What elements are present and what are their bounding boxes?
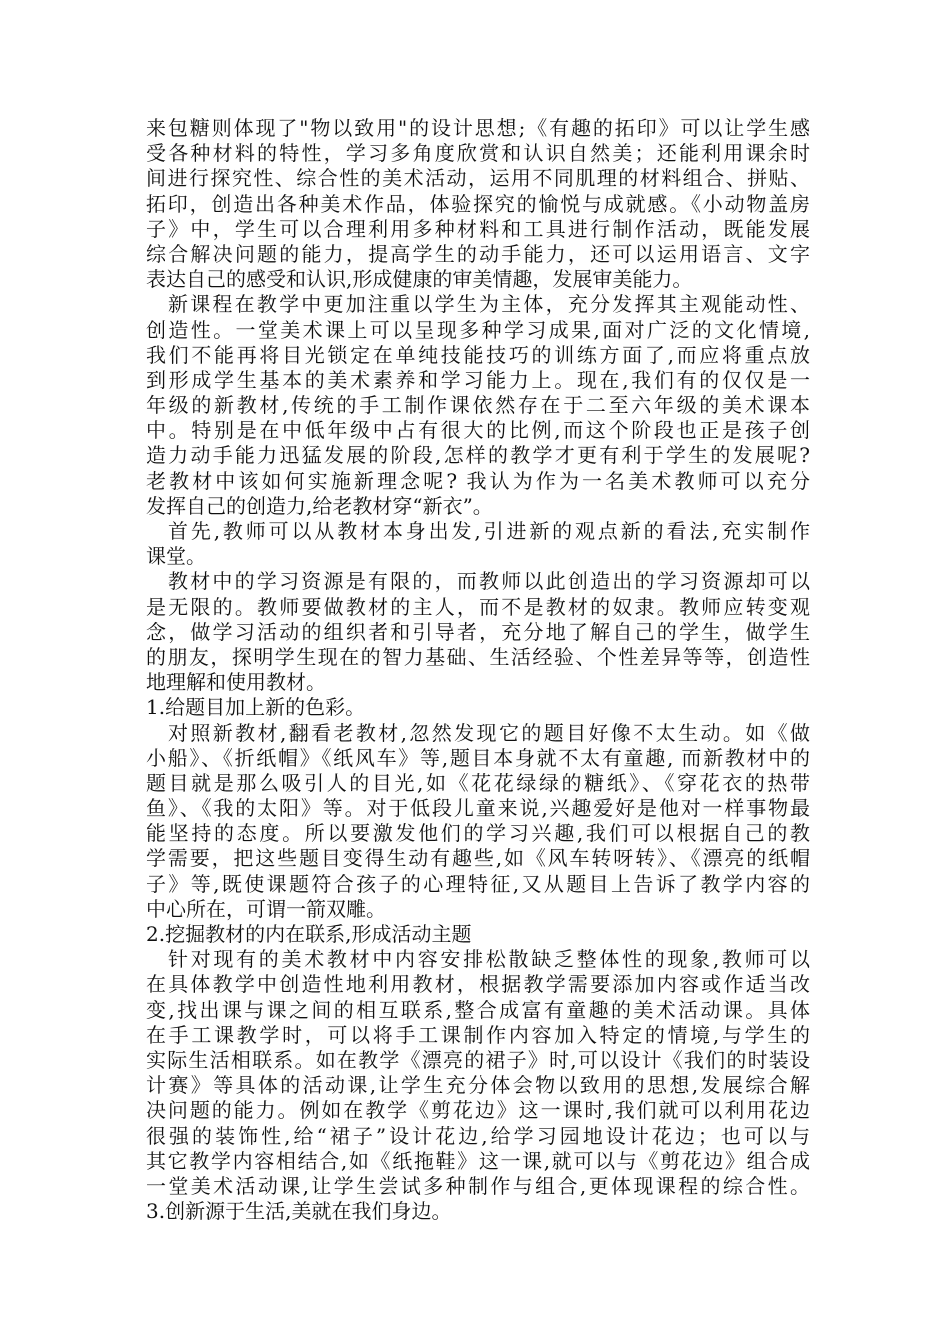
text-line: 老教材中该如何实施新理念呢? 我认为作为一名美术教师可以充分: [146, 468, 810, 493]
text-line: 很强的装饰性,给“裙子”设计花边,给学习园地设计花边；也可以与: [146, 1123, 810, 1148]
text-line: 变,找出课与课之间的相互联系,整合成富有童趣的美术活动课。具体: [146, 997, 810, 1022]
text-line: 年级的新教材,传统的手工制作课依然存在于二至六年级的美术课本: [146, 393, 810, 418]
body-text: [146, 116, 810, 1224]
text-line: 的朋友，探明学生现在的智力基础、生活经验、个性差异等等，创造性: [146, 644, 810, 669]
text-line: 到形成学生基本的美术素养和学习能力上。现在,我们有的仅仅是一: [146, 367, 810, 392]
text-line: 地理解和使用教材。: [146, 670, 326, 695]
text-line: 计赛》等具体的活动课,让学生充分体会物以致用的思想,发展综合解: [146, 1073, 810, 1098]
text-line: 是无限的。教师要做教材的主人，而不是教材的奴隶。教师应转变观: [146, 594, 810, 619]
section-heading: 3.创新源于生活,美就在我们身边。: [146, 1199, 452, 1224]
text-line: 针对现有的美术教材中内容安排松散缺乏整体性的现象,教师可以: [168, 947, 810, 972]
section-heading: 2.挖掘教材的内在联系,形成活动主题: [146, 922, 472, 946]
text-line: 在具体教学中创造性地利用教材，根据教学需要添加内容或作适当改: [146, 972, 810, 997]
text-line: 间进行探究性、综合性的美术活动，运用不同肌理的材料组合、拼贴、: [146, 166, 810, 191]
text-line: 综合解决问题的能力，提高学生的动手能力，还可以运用语言、文字: [146, 241, 810, 266]
text-line: 我们不能再将目光锁定在单纯技能技巧的训练方面了,而应将重点放: [146, 342, 810, 367]
text-line: 决问题的能力。例如在教学《剪花边》这一课时,我们就可以利用花边: [146, 1098, 810, 1123]
text-line: 一堂美术活动课,让学生尝试多种制作与组合,更体现课程的综合性。: [146, 1173, 810, 1198]
text-line: 发挥自己的创造力,给老教材穿“新衣”。: [146, 493, 493, 518]
text-line: 对照新教材,翻看老教材,忽然发现它的题目好像不太生动。如《做: [168, 720, 810, 745]
text-line: 新课程在教学中更加注重以学生为主体，充分发挥其主观能动性、: [168, 292, 810, 317]
text-line: 能坚持的态度。所以要激发他们的学习兴趣,我们可以根据自己的教: [146, 821, 810, 846]
text-line: 子》等,既使课题符合孩子的心理特征,又从题目上告诉了教学内容的: [146, 871, 810, 896]
text-line: 首先,教师可以从教材本身出发,引进新的观点新的看法,充实制作: [168, 519, 810, 543]
text-line: 课堂。: [146, 544, 206, 569]
text-line: 中心所在，可谓一箭双雕。: [146, 896, 386, 921]
text-line: 受各种材料的特性，学习多角度欣赏和认识自然美；还能利用课余时: [146, 141, 810, 166]
text-line: 表达自己的感受和认识,形成健康的审美情趣，发展审美能力。: [146, 267, 693, 292]
text-line: 实际生活相联系。如在教学《漂亮的裙子》时,可以设计《我们的时装设: [146, 1047, 810, 1072]
text-line: 造力动手能力迅猛发展的阶段,怎样的教学才更有利于学生的发展呢?: [146, 443, 810, 468]
text-line: 中。特别是在中低年级中占有很大的比例,而这个阶段也正是孩子创: [146, 418, 810, 443]
text-line: 学需要，把这些题目变得生动有趣些,如《风车转呀转》、《漂亮的纸帽: [146, 846, 810, 871]
text-line: 在手工课教学时，可以将手工课制作内容加入特定的情境,与学生的: [146, 1022, 810, 1047]
text-line: 题目就是那么吸引人的目光,如《花花绿绿的糖纸》、《穿花衣的热带: [146, 770, 810, 795]
text-line: 鱼》、《我的太阳》等。对于低段儿童来说,兴趣爱好是他对一样事物最: [146, 796, 810, 821]
text-line: 念，做学习活动的组织者和引导者，充分地了解自己的学生，做学生: [146, 619, 810, 644]
text-line: 来包糖则体现了"物以致用"的设计思想;《有趣的拓印》可以让学生感: [146, 116, 810, 140]
text-line: 教材中的学习资源是有限的，而教师以此创造出的学习资源却可以: [168, 569, 810, 594]
text-line: 子》中，学生可以合理利用多种材料和工具进行制作活动，既能发展: [146, 216, 810, 241]
section-heading: 1.给题目加上新的色彩。: [146, 695, 366, 720]
text-line: 拓印，创造出各种美术作品，体验探究的愉悦与成就感。《小动物盖房: [146, 191, 810, 216]
text-line: 其它教学内容相结合,如《纸拖鞋》这一课,就可以与《剪花边》组合成: [146, 1148, 810, 1173]
text-line: 小船》、《折纸帽》《纸风车》等,题目本身就不太有童趣, 而新教材中的: [146, 745, 810, 770]
text-line: 创造性。一堂美术课上可以呈现多种学习成果,面对广泛的文化情境,: [146, 317, 810, 342]
